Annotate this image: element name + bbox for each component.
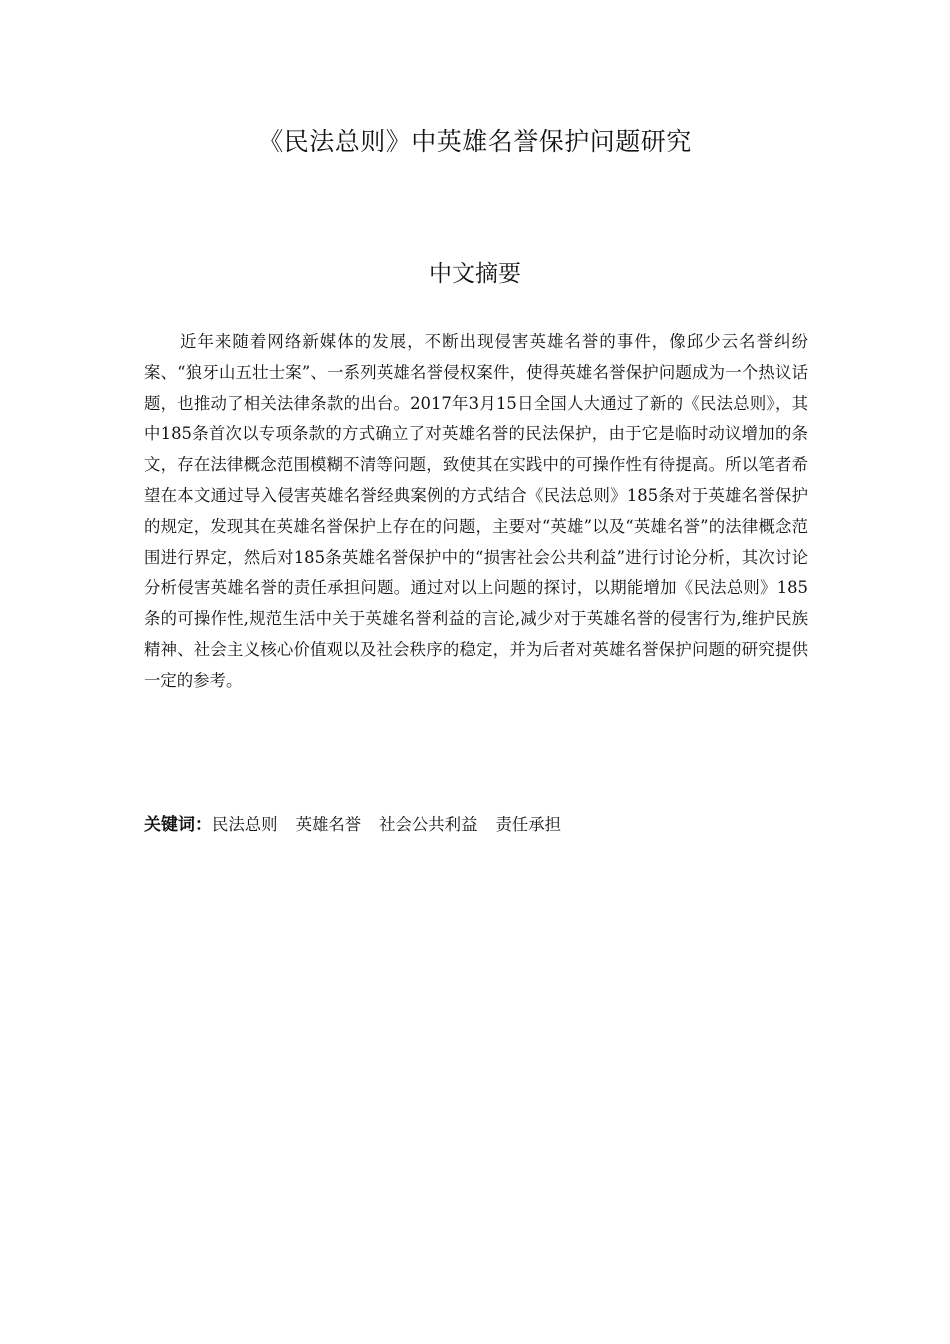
keyword-item: 社会公共利益 (379, 815, 478, 834)
keywords-label: 关键词： (144, 815, 212, 835)
keyword-item: 责任承担 (495, 815, 562, 834)
abstract-paragraph: 近年来随着网络新媒体的发展，不断出现侵害英雄名誉的事件，像邱少云名誉纠纷案、“狼牙山五壮士案”、一系列英雄名誉侵权案件，使得英雄名誉保护问题成为一个热议话题，也推动了相关法律条款的出台。2017年3月15日全国人大通过了新的《民法总则》，其中185条首次以专项条款的方式确立了对英雄名誉的民法保护，由于它是临时动议增加的条文，存在法律概念范围模糊不清等问题，致使其在实践中的可操作性有待提高。所以笔者希望在本文通过导入侵害英雄名誉经典案例的方式结合《民法总则》185条对于英雄名誉保护的规定，发现其在英雄名誉保护上存在的问题，主要对“英雄”以及“英雄名誉”的法律概念范围进行界定，然后对185条英雄名誉保护中的“损害社会公共利益”进行讨论分析，其次讨论分析侵害英雄名誉的责任承担问题。通过对以上问题的探讨，以期能增加《民法总则》185条的可操作性,规范生活中关于英雄名誉利益的言论,减少对于英雄名誉的侵害行为,维护民族精神、社会主义核心价值观以及社会秩序的稳定，并为后者对英雄名誉保护问题的研究提供一定的参考。 (144, 332, 808, 690)
keywords-line (144, 810, 808, 840)
keyword-item: 民法总则 (212, 815, 278, 834)
keyword-item: 英雄名誉 (295, 815, 362, 834)
document-title: 《民法总则》中英雄名誉保护问题研究 (258, 127, 692, 156)
abstract-heading: 中文摘要 (429, 261, 521, 287)
